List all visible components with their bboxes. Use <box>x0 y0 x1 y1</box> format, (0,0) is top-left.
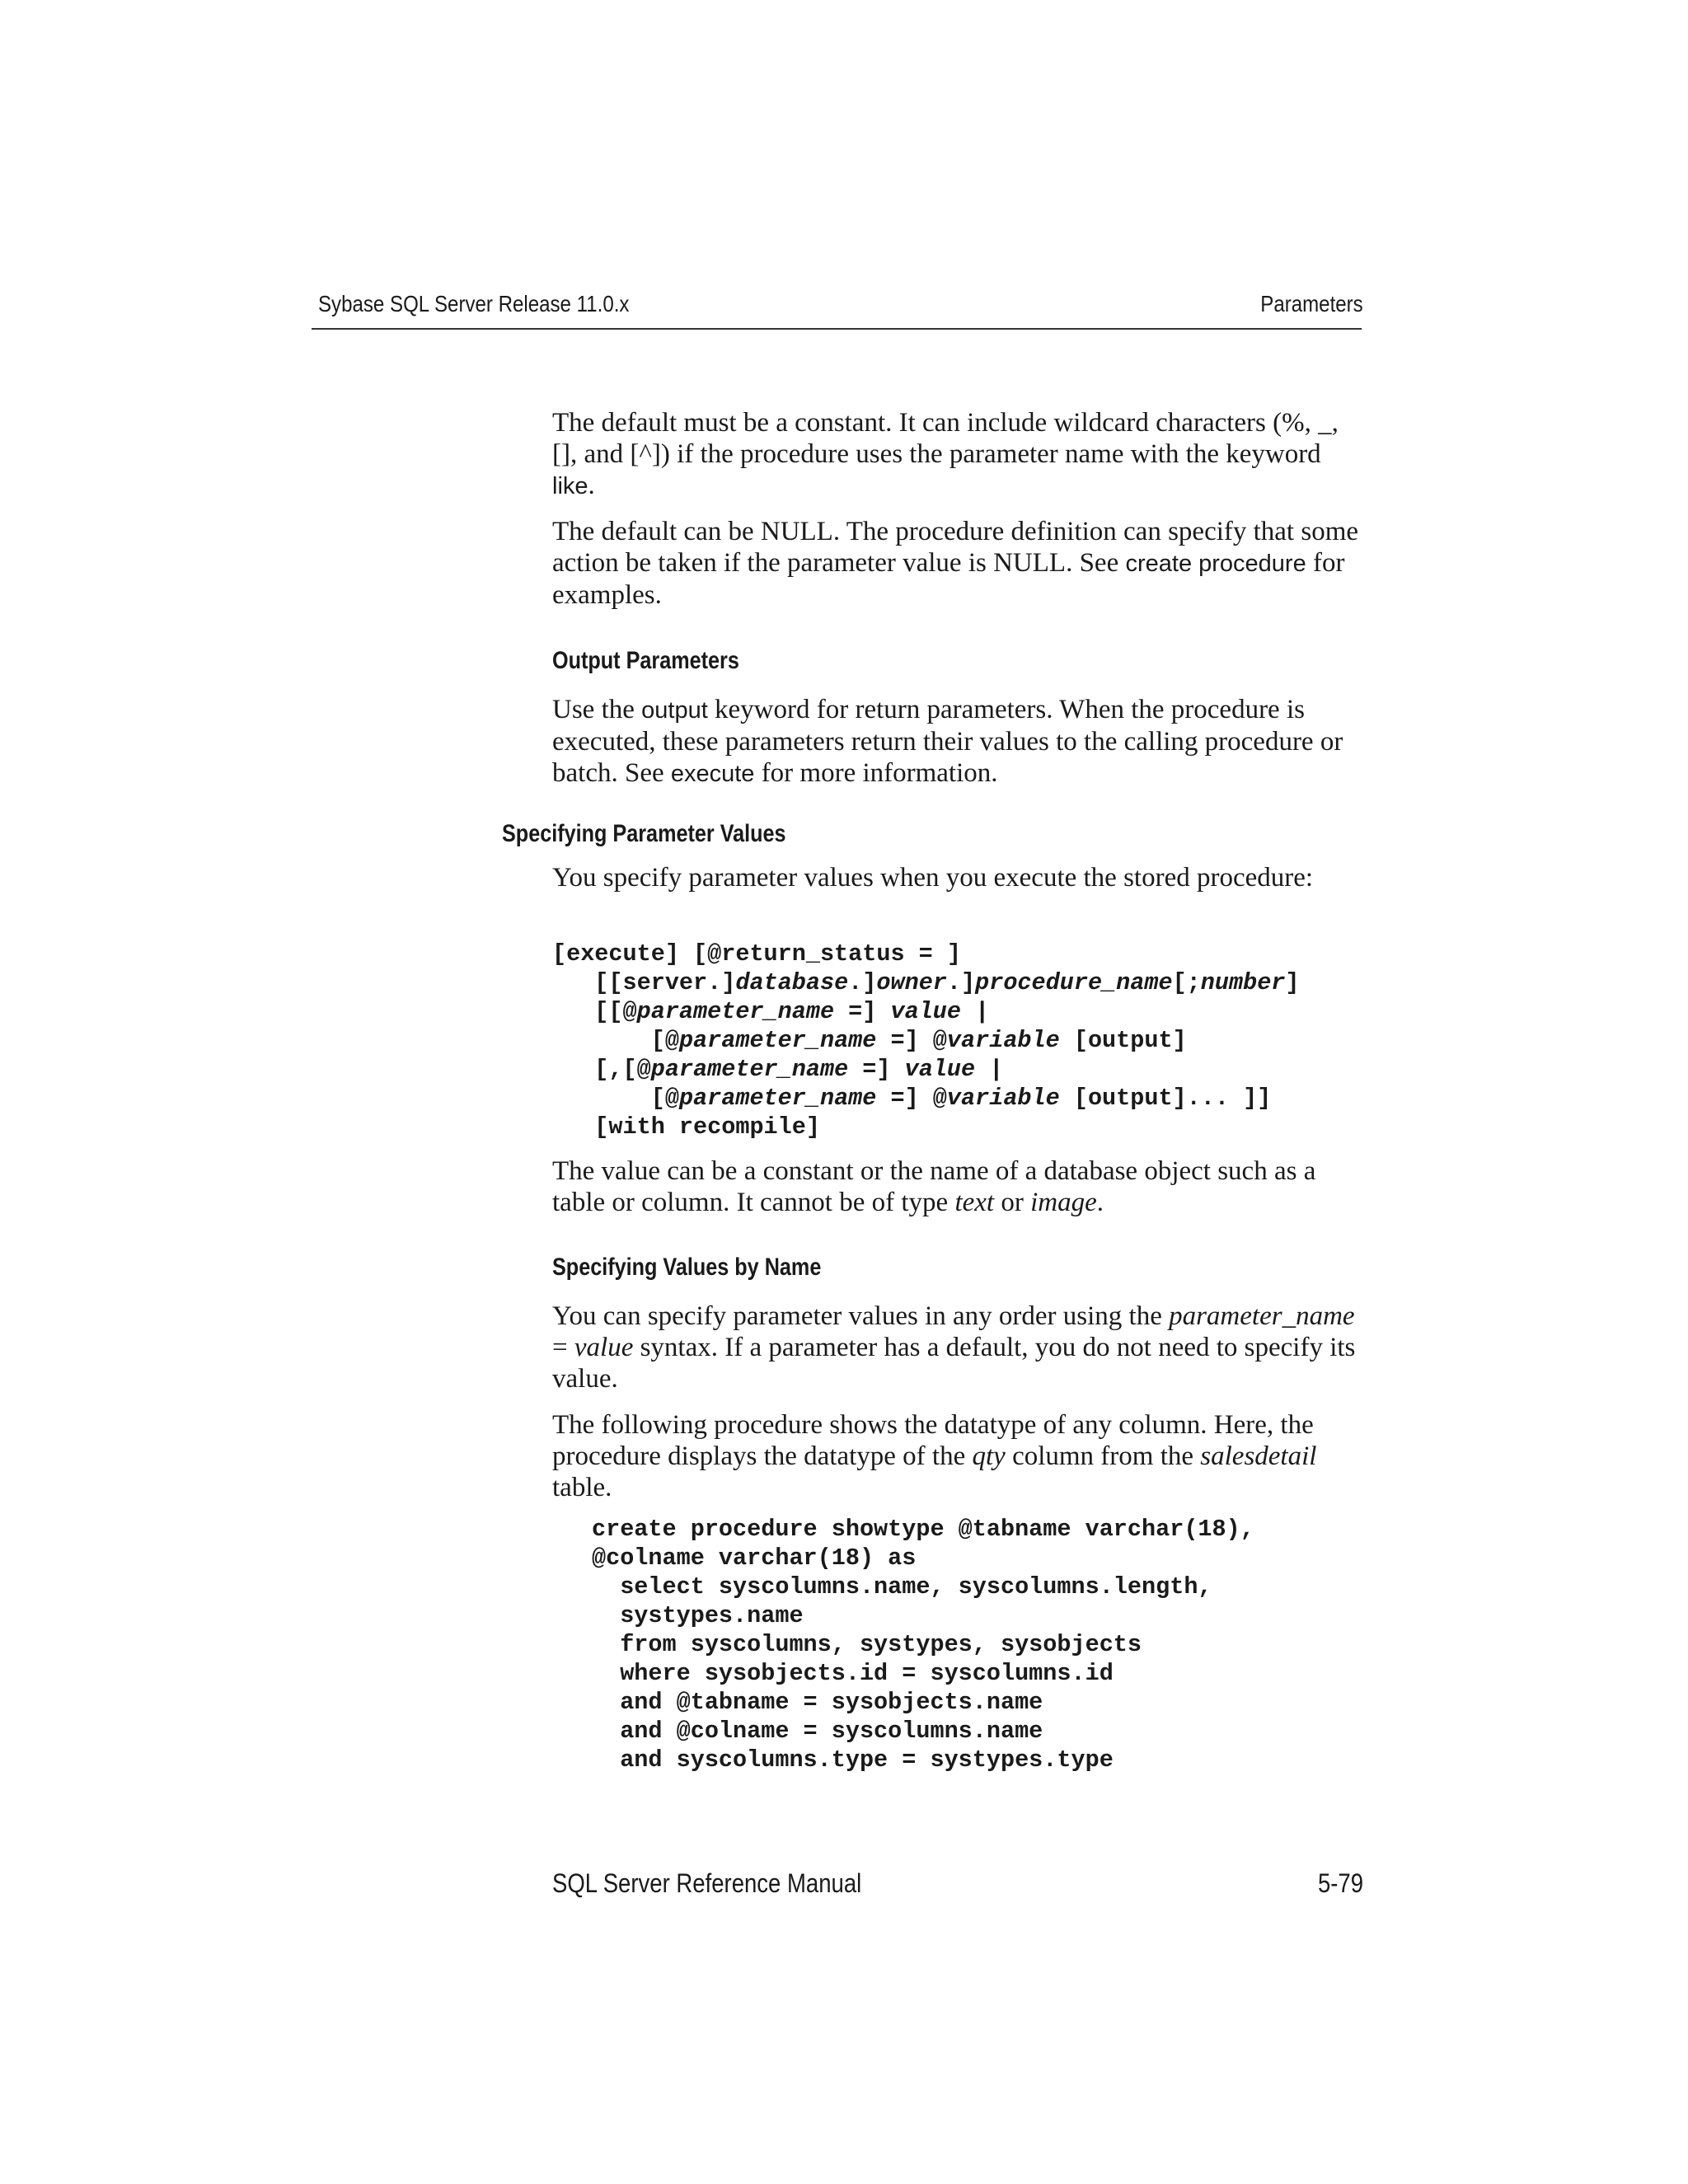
code-line: and @tabname = sysobjects.name <box>592 1689 1043 1716</box>
type-image: image <box>1030 1188 1097 1217</box>
paragraph-default-constant: The default must be a constant. It can include wildcard characters (%, _, [], and [^]) if the procedure uses the parameter name with the keyword like. <box>552 408 1339 500</box>
paragraph-following-procedure: The following procedure shows the datatype of any column. Here, the procedure displays the datatype of the qty column from the salesdetail table. <box>552 1410 1317 1502</box>
code-line: and syscolumns.type = systypes.type <box>592 1746 1114 1774</box>
code-line: and @colname = syscolumns.name <box>592 1718 1043 1745</box>
heading-output-parameters: Output Parameters <box>552 647 739 674</box>
code-line: select syscolumns.name, syscolumns.length, <box>592 1573 1212 1601</box>
keyword-like: like <box>552 473 588 499</box>
code-line: create procedure showtype @tabname varchar(18), <box>592 1516 1254 1543</box>
paragraph-any-order: You can specify parameter values in any order using the parameter_name = value syntax. If a parameter has a default, you do not need to specify its value. <box>552 1301 1356 1394</box>
code-line: systypes.name <box>592 1602 804 1629</box>
term-salesdetail: salesdetail <box>1200 1441 1317 1471</box>
keyword-output: output <box>641 697 708 724</box>
paragraph-specify-values: You specify parameter values when you execute the stored procedure: <box>552 863 1314 893</box>
page-number: 5-79 <box>1317 1868 1363 1898</box>
example-code-block <box>592 1515 1254 1774</box>
header-rule <box>312 328 1362 330</box>
heading-values-by-name: Specifying Values by Name <box>552 1254 822 1281</box>
paragraph-value-constant: The value can be a constant or the name of a database object such as a table or column. It cannot be of type text or image. <box>552 1156 1316 1217</box>
paragraph-output-keyword: Use the output keyword for return parameters. When the procedure is executed, these parameters return their values to the calling procedure or batch. See execute for more information. <box>552 695 1343 788</box>
term-parameter-name: parameter_name <box>1169 1301 1355 1331</box>
keyword-execute: execute <box>670 761 755 787</box>
header-section: Parameters <box>1260 291 1363 316</box>
paragraph-default-null: The default can be NULL. The procedure definition can specify that some action be taken if the parameter value is NULL. See create procedure for examples. <box>552 517 1359 610</box>
type-text: text <box>954 1188 995 1217</box>
code-line: where sysobjects.id = syscolumns.id <box>592 1660 1114 1687</box>
header-title: Sybase SQL Server Release 11.0.x <box>318 291 630 316</box>
syntax-block: [execute] [@return_status = ] [[server.]database.]owner.]procedure_name[;number] [[@parameter_name =] value | [@parameter_name =] @variable [output] [,[@parameter_name =] value | [@parameter_name =] @variable [output]... ]] [with recompile] <box>552 940 1300 1141</box>
heading-specifying-parameter-values: Specifying Parameter Values <box>502 820 786 847</box>
code-line: @colname varchar(18) as <box>592 1544 917 1572</box>
footer-title: SQL Server Reference Manual <box>552 1868 862 1898</box>
term-qty: qty <box>972 1441 1006 1471</box>
code-line: from syscolumns, systypes, sysobjects <box>592 1631 1142 1658</box>
term-value: value <box>574 1333 634 1362</box>
keyword-create-procedure: create procedure <box>1125 551 1306 577</box>
